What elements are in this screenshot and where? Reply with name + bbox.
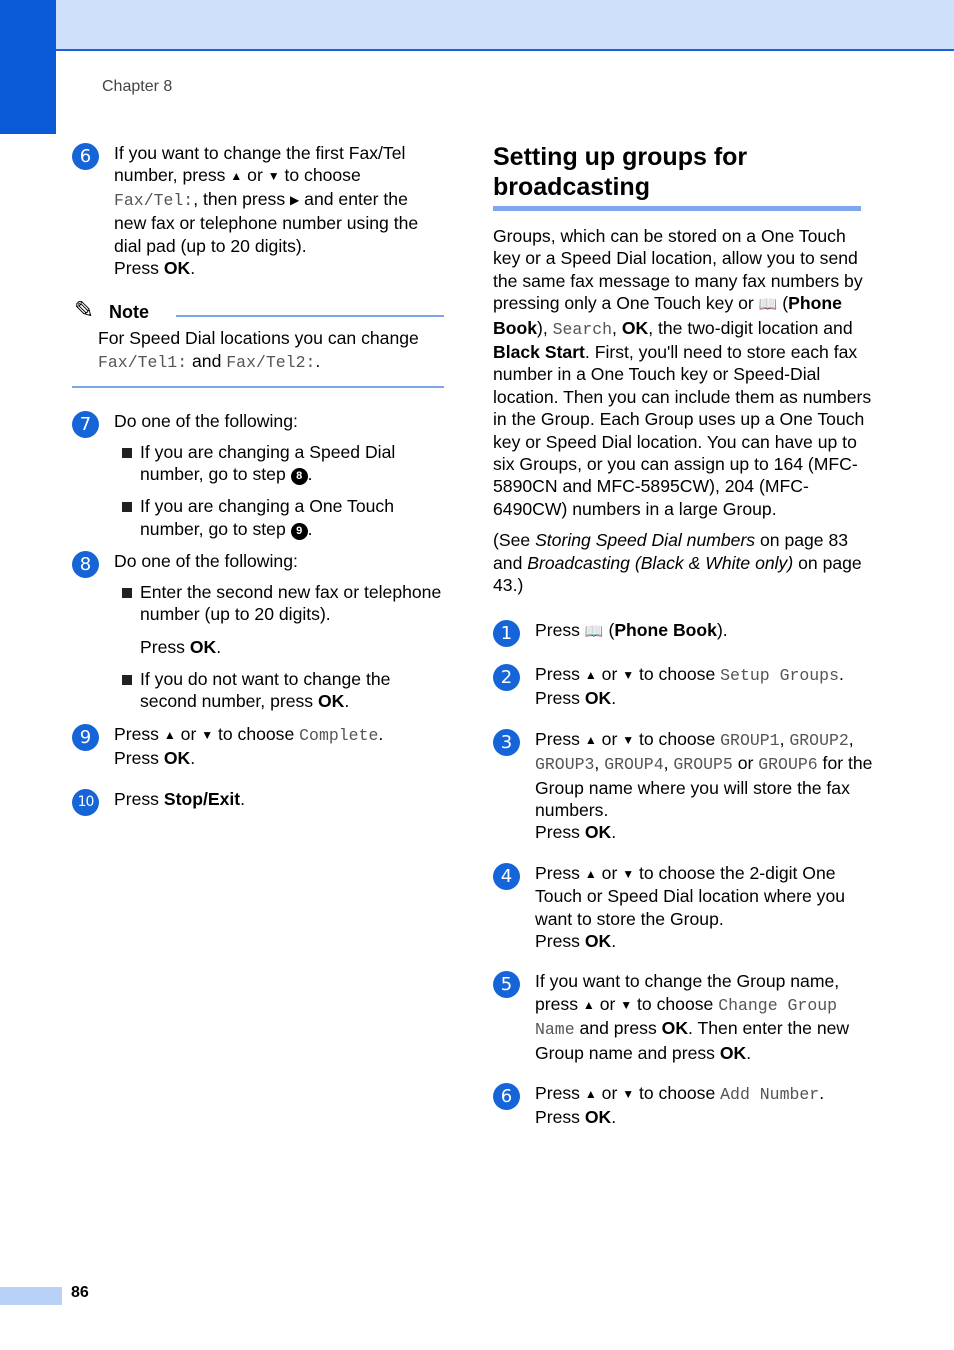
note-title: Note	[109, 302, 149, 323]
step-10: 10 Press Stop/Exit.	[72, 788, 444, 810]
step-number: 3	[493, 729, 520, 756]
down-arrow-icon: ▼	[267, 169, 280, 184]
phone-book-icon: 📖	[758, 296, 778, 314]
step-number: 6	[493, 1083, 520, 1110]
up-arrow-icon: ▲	[584, 1087, 597, 1101]
bullet-item: If you are changing a Speed Dial number, go to step 8 .	[114, 441, 444, 486]
up-arrow-icon: ▲	[163, 727, 176, 742]
bullet-item: If you are changing a One Touch number, go to step 9 .	[114, 495, 444, 540]
step-7: 7 Do one of the following: If you are changing a Speed Dial number, go to step 8 . If you are changing a One Touch number, go to step 9 .	[72, 410, 444, 540]
page-number-tab	[0, 1287, 62, 1305]
step-number: 1	[493, 620, 520, 647]
step-6: 6 If you want to change the first Fax/Tel number, press ▲ or ▼ to choose Fax/Tel:, then press ▶ and enter the new fax or telephone number using the dial pad (up to 20 digits). Press OK.	[72, 142, 444, 279]
group-step-3: 3 Press ▲ or ▼ to choose GROUP1, GROUP2, GROUP3, GROUP4, GROUP5 or GROUP6 for the Group name where you will store the fax numbers. Press OK.	[493, 728, 873, 844]
note-rule	[176, 315, 444, 317]
note-pencil-icon: ✎	[74, 297, 95, 325]
up-arrow-icon: ▲	[584, 732, 597, 747]
step-number: 9	[72, 724, 99, 751]
step-number: 8	[72, 551, 99, 578]
bullet-item: If you do not want to change the second number, press OK.	[114, 668, 444, 713]
header-band	[0, 0, 954, 51]
page-number: 86	[71, 1284, 89, 1301]
up-arrow-icon: ▲	[584, 866, 597, 881]
group-step-5: 5 If you want to change the Group name, press ▲ or ▼ to choose Change Group Name and press OK. Then enter the new Group name and press OK.	[493, 970, 873, 1064]
down-arrow-icon: ▼	[622, 732, 635, 747]
group-step-6: 6 Press ▲ or ▼ to choose Add Number. Press OK.	[493, 1082, 873, 1129]
down-arrow-icon: ▼	[622, 866, 635, 881]
up-arrow-icon: ▲	[582, 997, 595, 1012]
step-9: 9 Press ▲ or ▼ to choose Complete. Press OK.	[72, 723, 444, 770]
bullet-item: Enter the second new fax or telephone number (up to 20 digits). Press OK.	[114, 581, 444, 658]
step-number: 10	[72, 789, 99, 816]
section-heading: Setting up groups for broadcasting	[493, 142, 861, 211]
group-step-2: 2 Press ▲ or ▼ to choose Setup Groups. Press OK.	[493, 663, 873, 710]
step-number: 2	[493, 664, 520, 691]
right-arrow-icon: ▶	[290, 192, 300, 207]
down-arrow-icon: ▼	[622, 1087, 635, 1101]
down-arrow-icon: ▼	[622, 667, 635, 682]
up-arrow-icon: ▲	[230, 169, 243, 184]
down-arrow-icon: ▼	[201, 727, 214, 742]
step-ref-badge: 8	[291, 468, 308, 485]
step-number: 4	[493, 863, 520, 890]
note-box: ✎ Note For Speed Dial locations you can change Fax/Tel1: and Fax/Tel2:.	[72, 297, 444, 388]
group-step-4: 4 Press ▲ or ▼ to choose the 2-digit One Touch or Speed Dial location where you want to store the Group. Press OK.	[493, 862, 873, 953]
step-number: 6	[72, 143, 99, 170]
phone-book-icon: 📖	[584, 622, 604, 640]
see-also-paragraph: (See Storing Speed Dial numbers on page 83 and Broadcasting (Black & White only) on page 43.)	[493, 530, 862, 596]
step-number: 5	[493, 971, 520, 998]
chapter-tab	[0, 0, 56, 134]
group-step-1: 1 Press 📖 (Phone Book).	[493, 619, 873, 643]
up-arrow-icon: ▲	[584, 667, 597, 682]
intro-paragraph: Groups, which can be stored on a One Touch key or a Speed Dial location, allow you to send the same fax message to many fax numbers by pressing only a One Touch key or 📖 (Phone Book), Search, OK, the two-digit location and Black Start. First, you'll need to store each fax number in a One Touch key or Speed-Dial location. Then you can include them as numbers in the Group. Each Group uses up a One Touch key or Speed Dial location. You can have up to six Groups, or you can assign up to 164 (MFC-5890CN and MFC-5895CW), 204 (MFC-6490CW) numbers in a large Group.	[493, 226, 872, 519]
left-column	[72, 142, 444, 820]
step-ref-badge: 9	[291, 523, 308, 540]
step-number: 7	[72, 411, 99, 438]
right-column	[493, 142, 873, 1139]
step-8: 8 Do one of the following: Enter the second new fax or telephone number (up to 20 digits). Press OK. If you do not want to change the second number, press OK.	[72, 550, 444, 712]
down-arrow-icon: ▼	[620, 997, 633, 1012]
chapter-label: Chapter 8	[102, 78, 173, 95]
